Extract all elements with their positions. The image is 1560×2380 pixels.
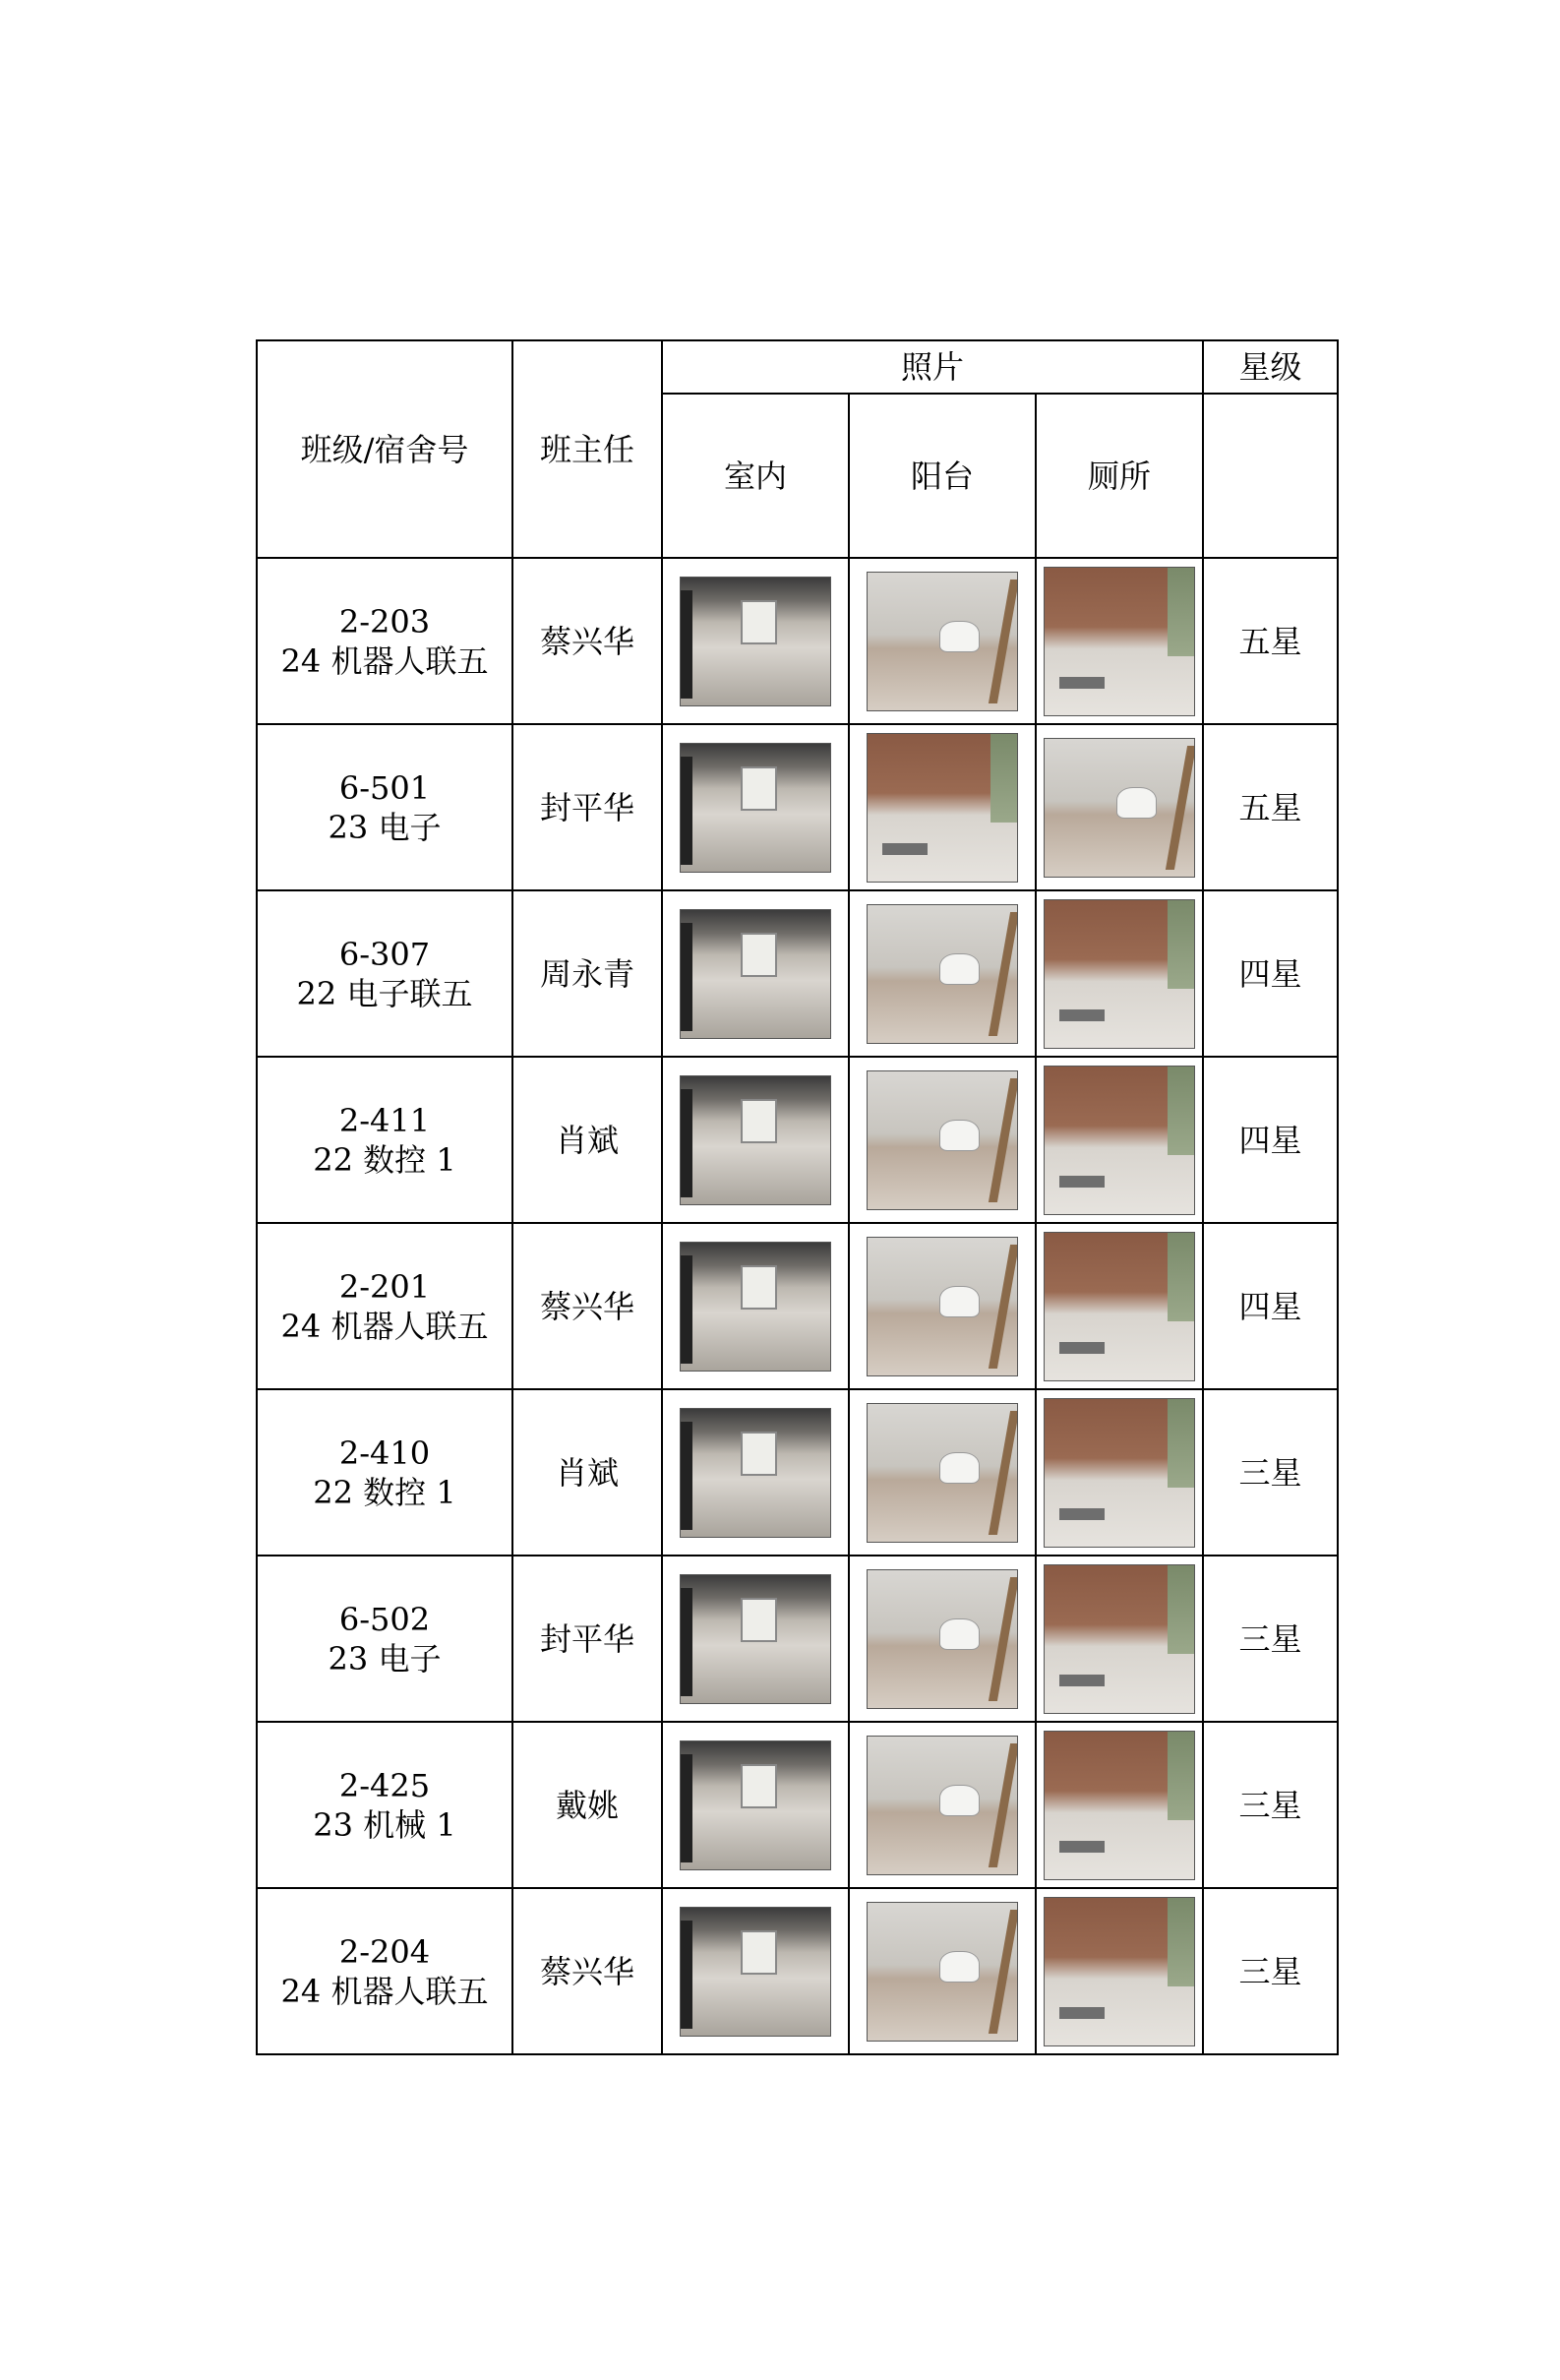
toilet-photo [1044, 1398, 1195, 1548]
class-name: 23 电子 [328, 808, 442, 846]
rating-cell: 三星 [1203, 1389, 1338, 1556]
dorm-rating-table [256, 339, 1339, 2055]
table-row [257, 1556, 1338, 1722]
class-room-cell [257, 724, 512, 890]
toilet-photo-cell [1036, 1057, 1203, 1223]
teacher-cell: 蔡兴华 [512, 1888, 662, 2054]
toilet-photo-cell [1036, 558, 1203, 724]
teacher-cell: 肖斌 [512, 1057, 662, 1223]
rating-cell: 四星 [1203, 1223, 1338, 1389]
rating-cell: 四星 [1203, 1057, 1338, 1223]
balcony-photo-cell [849, 1223, 1036, 1389]
indoor-photo-cell [662, 558, 849, 724]
rating-cell: 五星 [1203, 558, 1338, 724]
toilet-photo [1044, 567, 1195, 716]
toilet-photo-cell [1036, 1888, 1203, 2054]
table-row [257, 724, 1338, 890]
toilet-photo-cell [1036, 724, 1203, 890]
indoor-photo-cell [662, 1888, 849, 2054]
teacher-cell: 封平华 [512, 724, 662, 890]
balcony-photo-cell [849, 1556, 1036, 1722]
balcony-photo [867, 733, 1018, 883]
class-room-cell [257, 1223, 512, 1389]
rating-cell: 三星 [1203, 1722, 1338, 1888]
balcony-photo-cell [849, 558, 1036, 724]
class-room-cell [257, 1057, 512, 1223]
room-number: 2-425 [338, 1766, 431, 1804]
table-row [257, 890, 1338, 1057]
balcony-photo-cell [849, 1888, 1036, 2054]
rating-cell: 四星 [1203, 890, 1338, 1057]
toilet-photo [1044, 1564, 1195, 1714]
class-name: 24 机器人联五 [280, 641, 489, 680]
indoor-photo-cell [662, 1389, 849, 1556]
toilet-photo [1044, 1066, 1195, 1215]
header-star-blank [1203, 394, 1338, 558]
teacher-cell: 肖斌 [512, 1389, 662, 1556]
class-room-cell [257, 1556, 512, 1722]
table-row [257, 1722, 1338, 1888]
class-room-cell [257, 558, 512, 724]
indoor-photo-cell [662, 1057, 849, 1223]
balcony-photo-cell [849, 1722, 1036, 1888]
toilet-photo-cell [1036, 1722, 1203, 1888]
class-name: 22 数控 1 [313, 1140, 456, 1179]
header-class-room: 班级/宿舍号 [257, 340, 512, 558]
toilet-photo-cell [1036, 1556, 1203, 1722]
room-number: 2-201 [338, 1267, 431, 1306]
indoor-photo [680, 1242, 831, 1372]
balcony-photo [867, 1902, 1018, 2042]
room-number: 2-410 [338, 1434, 431, 1472]
header-balcony: 阳台 [849, 394, 1036, 558]
indoor-photo-cell [662, 1223, 849, 1389]
toilet-photo [1044, 1897, 1195, 2046]
toilet-photo [1044, 738, 1195, 878]
teacher-cell: 蔡兴华 [512, 1223, 662, 1389]
class-room-cell [257, 1888, 512, 2054]
header-star-level: 星级 [1203, 340, 1338, 394]
header-head-teacher: 班主任 [512, 340, 662, 558]
indoor-photo [680, 909, 831, 1039]
toilet-photo-cell [1036, 1223, 1203, 1389]
header-photos: 照片 [662, 340, 1203, 394]
table-row [257, 1389, 1338, 1556]
teacher-cell: 周永青 [512, 890, 662, 1057]
indoor-photo [680, 1907, 831, 2037]
class-room-cell [257, 890, 512, 1057]
class-name: 22 数控 1 [313, 1473, 456, 1511]
table-row [257, 1888, 1338, 2054]
balcony-photo [867, 1403, 1018, 1543]
room-number: 6-501 [338, 768, 431, 807]
toilet-photo [1044, 899, 1195, 1049]
balcony-photo-cell [849, 890, 1036, 1057]
teacher-cell: 蔡兴华 [512, 558, 662, 724]
class-name: 22 电子联五 [296, 974, 473, 1012]
balcony-photo [867, 1569, 1018, 1709]
teacher-cell: 封平华 [512, 1556, 662, 1722]
header-toilet: 厕所 [1036, 394, 1203, 558]
indoor-photo-cell [662, 1722, 849, 1888]
indoor-photo [680, 1075, 831, 1205]
header-indoor: 室内 [662, 394, 849, 558]
indoor-photo-cell [662, 890, 849, 1057]
rating-cell: 三星 [1203, 1888, 1338, 2054]
indoor-photo-cell [662, 724, 849, 890]
balcony-photo [867, 1736, 1018, 1875]
toilet-photo [1044, 1232, 1195, 1381]
balcony-photo [867, 904, 1018, 1044]
class-name: 23 机械 1 [313, 1805, 456, 1844]
teacher-cell: 戴姚 [512, 1722, 662, 1888]
indoor-photo [680, 1408, 831, 1538]
room-number: 2-204 [338, 1932, 431, 1971]
indoor-photo [680, 743, 831, 873]
room-number: 2-203 [338, 602, 431, 641]
balcony-photo [867, 1237, 1018, 1376]
balcony-photo-cell [849, 724, 1036, 890]
balcony-photo-cell [849, 1057, 1036, 1223]
toilet-photo [1044, 1731, 1195, 1880]
table-row [257, 1223, 1338, 1389]
class-name: 23 电子 [328, 1639, 442, 1678]
toilet-photo-cell [1036, 1389, 1203, 1556]
class-name: 24 机器人联五 [280, 1972, 489, 2010]
rating-cell: 五星 [1203, 724, 1338, 890]
rating-cell: 三星 [1203, 1556, 1338, 1722]
indoor-photo-cell [662, 1556, 849, 1722]
room-number: 6-502 [338, 1600, 431, 1638]
balcony-photo-cell [849, 1389, 1036, 1556]
class-room-cell [257, 1389, 512, 1556]
indoor-photo [680, 577, 831, 706]
balcony-photo [867, 572, 1018, 711]
toilet-photo-cell [1036, 890, 1203, 1057]
table-row [257, 558, 1338, 724]
room-number: 2-411 [338, 1101, 431, 1139]
balcony-photo [867, 1070, 1018, 1210]
class-name: 24 机器人联五 [280, 1307, 489, 1345]
indoor-photo [680, 1740, 831, 1870]
class-room-cell [257, 1722, 512, 1888]
room-number: 6-307 [338, 935, 431, 973]
indoor-photo [680, 1574, 831, 1704]
table-row [257, 1057, 1338, 1223]
